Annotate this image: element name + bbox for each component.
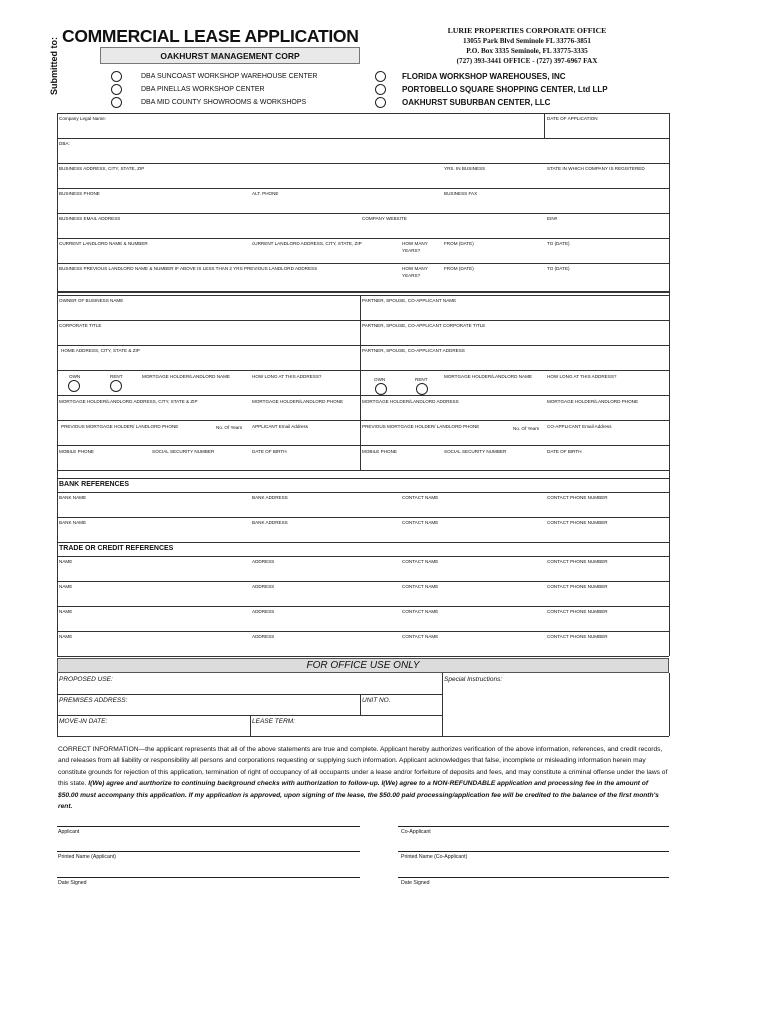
label-to-date: TO (DATE) (547, 266, 570, 271)
label-move-in-date: MOVE-IN DATE: (59, 718, 108, 725)
label-business-address: BUSINESS ADDRESS, CITY, STATE, ZIP (59, 166, 145, 171)
label-date-signed: Date Signed (401, 880, 430, 886)
radio-portobello[interactable] (375, 84, 386, 95)
label-trade-address: ADDRESS (252, 559, 275, 564)
label-trade-address: ADDRESS (252, 634, 275, 639)
label-prev-mortgage-phone: PREVIOUS MORTGAGE HOLDER/ LANDLORD PHONE (362, 424, 480, 429)
label-contact-phone: CONTACT PHONE NUMBER (547, 609, 608, 614)
label-proposed-use: PROPOSED USE: (59, 676, 113, 683)
label-applicant-signature: Applicant (58, 829, 80, 835)
row-line (57, 694, 442, 695)
label-partner-name: PARTNER, SPOUSE, CO-APPLICANT NAME (362, 298, 457, 303)
label-current-landlord: CURRENT LANDLORD NAME & NUMBER (59, 241, 148, 246)
label-how-long: HOW LONG AT THIS ADDRESS? (547, 374, 617, 379)
date-signed-line-co-applicant[interactable] (398, 877, 669, 878)
dba-option-label: DBA MID COUNTY SHOWROOMS & WORKSHOPS (141, 99, 307, 106)
trade-references-heading: TRADE OR CREDIT REFERENCES (59, 545, 174, 552)
col-line (250, 715, 251, 736)
label-trade-name: NAME (59, 584, 73, 589)
row-line (57, 320, 669, 321)
label-mortgage-address: MORTGAGE HOLDER/LANDLORD ADDRESS (362, 399, 459, 404)
label-contact-phone: CONTACT PHONE NUMBER (547, 559, 608, 564)
label-business-email: BUSINESS EMAIL ADDRESS (59, 216, 121, 221)
label-lease-term: LEASE TERM: (252, 718, 295, 725)
label-how-long: HOW LONG AT THIS ADDRESS? (252, 374, 322, 379)
form-border-left (57, 113, 58, 656)
entity-option-label: PORTOBELLO SQUARE SHOPPING CENTER, Ltd LLP (402, 85, 608, 94)
label-trade-name: NAME (59, 609, 73, 614)
row-line (57, 420, 669, 421)
radio-dba-suncoast[interactable] (111, 71, 122, 82)
label-printed-name-applicant: Printed Name (Applicant) (58, 854, 116, 860)
radio-oakhurst-suburban[interactable] (375, 97, 386, 108)
label-trade-address: ADDRESS (252, 584, 275, 589)
radio-own[interactable] (68, 380, 80, 392)
radio-dba-midcounty[interactable] (111, 97, 122, 108)
label-alt-phone: ALT. PHONE (252, 191, 279, 196)
office-border-right (669, 673, 670, 736)
corporate-office-block (412, 26, 642, 66)
label-partner-corporate-title: PARTNER, SPOUSE, CO-APPLICANT CORPORATE TITLE (362, 323, 486, 328)
label-business-fax: BUSINESS FAX (444, 191, 478, 196)
office-border-bottom (57, 736, 669, 737)
label-contact-phone: CONTACT PHONE NUMBER (547, 584, 608, 589)
form-border-right (669, 113, 670, 656)
label-contact-phone: CONTACT PHONE NUMBER (547, 634, 608, 639)
row-line (57, 581, 669, 582)
entity-option-label: OAKHURST SUBURBAN CENTER, LLC (402, 98, 551, 107)
statement-text: CORRECT INFORMATION—the applicant represents that all of the above statements are true and complete. Applicant hereby authorizes verification of the above information, references, and credit records, and releases from all liability or responsibility all persons and corporations requesting or supplying such information. Applicant acknowledges that false, incomplete or misleading information herein may constitute grounds for rejection of this application, termination of right of occupancy of all occupants under a lease and/or forfeiture of deposits and fees, and may constitute a criminal offense under the laws of this state. (58, 746, 668, 788)
label-state-registered: STATE IN WHICH COMPANY IS REGISTERED (547, 166, 645, 171)
label-premises-address: PREMISES ADDRESS: (59, 697, 128, 704)
label-dob: DATE OF BIRTH (547, 449, 582, 454)
label-trade-address: ADDRESS (252, 609, 275, 614)
label-trade-name: NAME (59, 634, 73, 639)
label-from-date: FROM (DATE) (444, 266, 474, 271)
row-line (57, 163, 669, 164)
label-contact-name: CONTACT NAME (402, 520, 439, 525)
row-line (57, 542, 669, 543)
label-bank-address: BANK ADDRESS (252, 495, 288, 500)
form-border-top (57, 113, 669, 114)
label-mobile-phone: MOBILE PHONE (59, 449, 94, 454)
row-line (57, 445, 669, 446)
form-title: COMMERCIAL LEASE APPLICATION (62, 26, 359, 46)
label-business-phone: BUSINESS PHONE (59, 191, 100, 196)
label-partner-address: PARTNER, SPOUSE, CO-APPLICANT ADDRESS (362, 348, 465, 353)
label-ssn: SOCIAL SECURITY NUMBER (444, 449, 507, 454)
label-contact-name: CONTACT NAME (402, 495, 439, 500)
entity-option-label: FLORIDA WORKSHOP WAREHOUSES, INC (402, 72, 566, 81)
label-mobile-phone: MOBILE PHONE (362, 449, 397, 454)
col-line (360, 295, 361, 470)
dba-option-label: DBA PINELLAS WORKSHOP CENTER (141, 86, 265, 93)
row-line (57, 213, 669, 214)
office-address: 13055 Park Blvd Seminole FL 33776-3851 (463, 37, 591, 45)
label-from-date: FROM (DATE) (444, 241, 474, 246)
row-line (57, 656, 669, 657)
radio-rent-partner[interactable] (416, 383, 428, 395)
row-line (57, 188, 669, 189)
radio-florida-workshop[interactable] (375, 71, 386, 82)
label-contact-name: CONTACT NAME (402, 634, 439, 639)
row-line (57, 556, 669, 557)
label-trade-name: NAME (59, 559, 73, 564)
row-line (57, 238, 669, 239)
label-contact-name: CONTACT NAME (402, 559, 439, 564)
label-co-applicant-signature: Co-Applicant (401, 829, 431, 835)
col-line (544, 113, 545, 138)
label-how-many: HOW MANY (402, 266, 428, 271)
label-ssn: SOCIAL SECURITY NUMBER (152, 449, 215, 454)
label-no-of-years: No. Of Years (513, 426, 540, 431)
radio-dba-pinellas[interactable] (111, 84, 122, 95)
office-use-heading: FOR OFFICE USE ONLY (57, 658, 669, 673)
radio-own-partner[interactable] (375, 383, 387, 395)
label-bank-name: BANK NAME (59, 520, 87, 525)
row-line (57, 470, 669, 471)
label-printed-name-co-applicant: Printed Name (Co-Applicant) (401, 854, 468, 860)
authorization-statement (58, 744, 670, 812)
label-mortgage-phone: MORTGAGE HOLDER/LANDLORD PHONE (252, 399, 344, 404)
label-dob: DATE OF BIRTH (252, 449, 287, 454)
signature-line-applicant[interactable] (57, 826, 360, 827)
office-po-box: P.O. Box 3335 Seminole, FL 33775-3335 (466, 47, 588, 55)
row-line (57, 631, 669, 632)
col-line (442, 673, 443, 694)
label-contact-name: CONTACT NAME (402, 609, 439, 614)
row-line (57, 517, 669, 518)
label-rent: RENT (415, 377, 428, 382)
label-prev-mortgage-phone: PREVIOUS MORTGAGE HOLDER/ LANDLORD PHONE (61, 424, 179, 429)
label-applicant-email: APPLICANT Email Address (252, 424, 309, 429)
statement-bold-text: I(We) agree and aurthorize to continuing background checks with authorization to follow-up. I(We) agree to a NON-REFUNDABLE application and processing fee in the amount of $50.00 must accompany this application. If my application is approved, upon signing of the lease, the $50.00 paid processing/application fee will be credited to the balance of the first month's rent. (58, 780, 659, 811)
office-name: LURIE PROPERTIES CORPORATE OFFICE (447, 26, 607, 35)
label-mortgage-phone: MORTGAGE HOLDER/LANDLORD PHONE (547, 399, 639, 404)
label-how-many: HOW MANY (402, 241, 428, 246)
label-own: OWN (69, 374, 81, 379)
col-line (442, 694, 443, 736)
signature-line-co-applicant[interactable] (398, 826, 669, 827)
col-line (360, 694, 361, 715)
label-home-address: HOME ADDRESS, CITY, STATE & ZIP (61, 348, 140, 353)
label-years: YEARS? (402, 273, 421, 278)
label-bank-name: BANK NAME (59, 495, 87, 500)
row-line (57, 295, 669, 296)
row-line (57, 263, 669, 264)
label-contact-phone: CONTACT PHONE NUMBER (547, 520, 608, 525)
label-to-date: TO (DATE) (547, 241, 570, 246)
row-line (57, 395, 669, 396)
dba-option-label: DBA SUNCOAST WORKSHOP WAREHOUSE CENTER (141, 73, 318, 80)
label-company-website: COMPANY WEBSITE (362, 216, 407, 221)
section-divider (57, 291, 669, 293)
label-yrs-in-business: YRS. IN BUSINESS (444, 166, 486, 171)
label-date-signed: Date Signed (58, 880, 87, 886)
label-years: YEARS? (402, 248, 421, 253)
label-contact-phone: CONTACT PHONE NUMBER (547, 495, 608, 500)
office-border-left (57, 673, 58, 736)
label-mortgage-holder: MORTGAGE HOLDER/LANDLORD NAME (142, 374, 230, 379)
submitted-to-label: Submitted to: (49, 37, 59, 95)
label-mortgage-holder: MORTGAGE HOLDER/LANDLORD NAME (444, 374, 532, 379)
row-line (57, 345, 669, 346)
label-own: OWN (374, 377, 386, 382)
label-no-of-years: No. Of Years (216, 425, 243, 430)
row-line (57, 606, 669, 607)
label-coapplicant-email: CO-APPLICANT Email Address (547, 424, 612, 429)
label-date-of-application: DATE OF APPLICATION (547, 116, 598, 121)
label-prev-landlord: BUSINESS PREVIOUS LANDLORD NAME & NUMBER IF ABOVE IS LESS THAN 2 YRS PREVIOUS LANDLORD ADDRESS (59, 266, 318, 271)
label-unit-no: UNIT NO. (362, 697, 391, 704)
row-line (57, 370, 669, 371)
label-rent: RENT (110, 374, 123, 379)
office-phone-fax: (727) 393-3441 OFFICE - (727) 397-6967 FAX (456, 57, 598, 65)
row-line (57, 478, 669, 479)
label-bank-address: BANK ADDRESS (252, 520, 288, 525)
row-line (57, 138, 669, 139)
label-dba: DBA: (59, 141, 70, 146)
label-current-landlord-address: cURRENT LANDLORD ADDRESS, CITY, STATE, ZIP (252, 241, 362, 246)
label-mortgage-address: MORTGAGE HOLDER/LANDLORD ADDRESS, CITY, STATE & ZIP (59, 399, 198, 404)
label-company-legal-name: Company Legal Name: (59, 116, 106, 121)
label-corporate-title: CORPORATE TITLE (59, 323, 102, 328)
date-signed-line-applicant[interactable] (57, 877, 360, 878)
row-line (57, 492, 669, 493)
label-ein: EIN# (547, 216, 558, 221)
label-special-instructions: Special Instructions: (444, 676, 503, 683)
printed-name-line-co-applicant[interactable] (398, 851, 669, 852)
label-owner-name: OWNER OF BUSINESS NAME (59, 298, 124, 303)
radio-rent[interactable] (110, 380, 122, 392)
label-contact-name: CONTACT NAME (402, 584, 439, 589)
management-corp-box: OAKHURST MANAGEMENT CORP (100, 47, 360, 64)
printed-name-line-applicant[interactable] (57, 851, 360, 852)
bank-references-heading: BANK REFERENCES (59, 481, 130, 488)
